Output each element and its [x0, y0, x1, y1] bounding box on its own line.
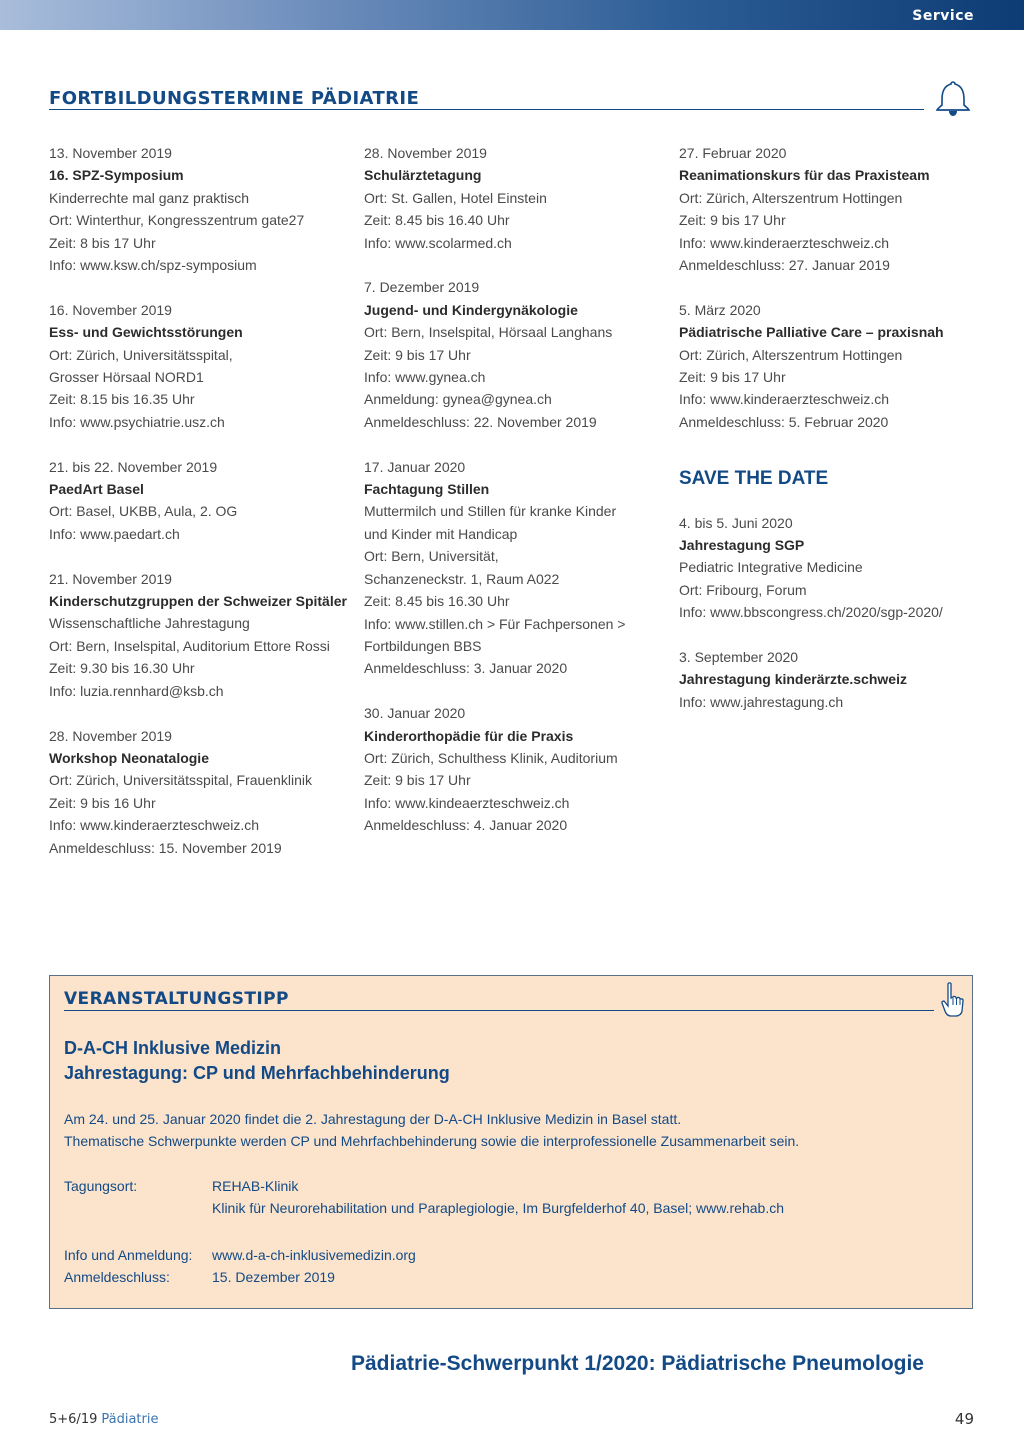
footer-issue — [49, 1412, 158, 1427]
event-entry — [679, 142, 979, 276]
event-date: 5. März 2020 — [679, 301, 761, 318]
event-detail: Anmeldeschluss: 5. Februar 2020 — [679, 413, 889, 430]
event-detail: Ort: Bern, Inselspital, Auditorium Ettore Rossi — [49, 637, 330, 654]
event-detail: Pediatric Integrative Medicine — [679, 559, 863, 576]
tip-title-line-2: Jahrestagung: CP und Mehrfachbehinderung — [64, 1063, 450, 1083]
event-date: 28. November 2019 — [364, 145, 487, 161]
event-detail: Info: www.kindeaerzteschweiz.ch — [364, 794, 570, 811]
event-date: 21. November 2019 — [49, 570, 172, 587]
event-detail: Info: www.paedart.ch — [49, 525, 180, 542]
save-the-date-heading: SAVE THE DATE — [679, 467, 829, 489]
event-title: Pädiatrische Palliative Care – praxisnah — [679, 324, 944, 341]
event-detail: Anmeldung: gynea@gynea.ch — [364, 391, 552, 408]
event-detail: Muttermilch und Stillen für kranke Kinder — [364, 503, 617, 520]
focus-topic: Pädiatrie-Schwerpunkt 1/2020: Pädiatrische Pneumologie — [350, 1352, 924, 1375]
event-entry — [364, 702, 669, 836]
event-title: Ess- und Gewichtsstörungen — [49, 324, 243, 341]
event-date: 17. Januar 2020 — [364, 458, 466, 475]
tip-title-line-1: D-A-CH Inklusive Medizin — [64, 1038, 282, 1058]
event-date: 27. Februar 2020 — [679, 145, 787, 161]
magazine-name: Pädiatrie — [101, 1412, 159, 1427]
tip-heading-rule — [64, 1010, 934, 1011]
event-date: 3. September 2020 — [679, 649, 799, 666]
event-detail: Anmeldeschluss: 27. Januar 2019 — [679, 257, 890, 274]
event-entry — [49, 725, 354, 859]
event-date: 7. Dezember 2019 — [364, 279, 480, 296]
event-detail: Anmeldeschluss: 15. November 2019 — [49, 839, 282, 856]
event-detail: Zeit: 9 bis 16 Uhr — [49, 794, 156, 811]
tip-body-line-1: Am 24. und 25. Januar 2020 findet die 2. Jahrestagung der D-A-CH Inklusive Medizin in Basel statt. — [64, 1111, 682, 1127]
deadline-label: Anmeldeschluss: — [64, 1269, 170, 1285]
event-entry — [49, 299, 354, 433]
deadline-value: 15. Dezember 2019 — [212, 1269, 335, 1285]
event-detail: Ort: Bern, Inselspital, Hörsaal Langhans — [364, 324, 613, 341]
event-detail: Zeit: 8.45 bis 16.40 Uhr — [364, 212, 510, 229]
tip-body-line-2: Thematische Schwerpunkte werden CP und Mehrfachbehinderung sowie die interprofessionelle Zusammenarbeit sein. — [64, 1133, 800, 1150]
event-detail: Info: www.scolarmed.ch — [364, 234, 512, 251]
event-detail: Info: www.gynea.ch — [364, 369, 486, 386]
page-number: 49 — [954, 1410, 974, 1428]
event-detail: Info: luzia.rennhard@ksb.ch — [49, 682, 224, 699]
event-detail: Info: www.kinderaerzteschweiz.ch — [679, 391, 890, 408]
venue-line-1: REHAB-Klinik — [212, 1178, 299, 1194]
event-entry — [364, 456, 669, 680]
event-column-1 — [49, 142, 354, 881]
event-title: Jugend- und Kindergynäkologie — [364, 301, 578, 318]
event-date: 4. bis 5. Juni 2020 — [679, 514, 793, 531]
event-detail: Info: www.ksw.ch/spz-symposium — [49, 257, 257, 274]
event-title: Workshop Neonatalogie — [49, 749, 209, 766]
event-detail: Ort: Winterthur, Kongresszentrum gate27 — [49, 212, 305, 229]
event-entry — [679, 299, 979, 433]
event-detail: Info: www.jahrestagung.ch — [679, 693, 844, 710]
event-detail: Ort: Fribourg, Forum — [679, 581, 807, 598]
tip-heading: VERANSTALTUNGSTIPP — [64, 989, 289, 1009]
event-detail: Zeit: 9 bis 17 Uhr — [364, 772, 471, 789]
event-date: 30. Januar 2020 — [364, 705, 466, 722]
top-banner — [0, 0, 1024, 30]
event-detail: Info: www.psychiatrie.usz.ch — [49, 413, 225, 430]
section-label: Service — [912, 8, 974, 24]
event-detail: Ort: Bern, Universität, — [364, 548, 499, 565]
bell-icon — [932, 79, 974, 119]
event-date: 16. November 2019 — [49, 301, 172, 318]
venue-line-2: Klinik für Neurorehabilitation und Paraplegiologie, Im Burgfelderhof 40, Basel; www.rehab.ch — [212, 1200, 784, 1217]
event-detail: Info: www.bbscongress.ch/2020/sgp-2020/ — [679, 604, 943, 621]
event-entry — [364, 276, 669, 433]
event-detail: Info: www.kinderaerzteschweiz.ch — [679, 234, 890, 251]
event-entry — [364, 142, 669, 254]
event-detail: Zeit: 9 bis 17 Uhr — [364, 346, 471, 363]
event-title: Jahrestagung kinderärzte.schweiz — [679, 671, 907, 688]
event-detail: Ort: Zürich, Universitätsspital, — [49, 346, 233, 363]
event-detail: Ort: Basel, UKBB, Aula, 2. OG — [49, 503, 238, 520]
event-detail: Fortbildungen BBS — [364, 637, 482, 654]
event-entry — [49, 568, 354, 702]
event-detail: Anmeldeschluss: 3. Januar 2020 — [364, 660, 568, 677]
heading-rule — [49, 109, 924, 110]
event-entry — [49, 456, 354, 546]
event-detail: Anmeldeschluss: 22. November 2019 — [364, 413, 597, 430]
event-detail: Zeit: 8.45 bis 16.30 Uhr — [364, 593, 510, 610]
event-title: Kinderorthopädie für die Praxis — [364, 727, 574, 744]
venue-value — [212, 1175, 784, 1220]
event-title: Reanimationskurs für das Praxisteam — [679, 167, 930, 184]
event-date: 13. November 2019 — [49, 145, 172, 161]
info-value: www.d-a-ch-inklusivemedizin.org — [212, 1247, 416, 1263]
event-column-3 — [679, 142, 979, 736]
event-detail: Info: www.kinderaerzteschweiz.ch — [49, 817, 260, 834]
event-detail: Info: www.stillen.ch > Für Fachpersonen > — [364, 615, 626, 632]
event-title: PaedArt Basel — [49, 481, 144, 498]
page-heading: FORTBILDUNGSTERMINE PÄDIATRIE — [49, 88, 420, 109]
tip-description — [64, 1108, 799, 1153]
event-entry — [679, 646, 979, 713]
event-column-2 — [364, 142, 669, 859]
issue-number: 5+6/19 — [49, 1412, 98, 1427]
event-detail: Grosser Hörsaal NORD1 — [49, 369, 204, 386]
event-title: Jahrestagung SGP — [679, 537, 805, 554]
event-detail: Ort: Zürich, Schulthess Klinik, Auditorium — [364, 749, 618, 766]
pointing-hand-icon — [939, 981, 965, 1019]
event-entry — [679, 512, 979, 624]
event-detail: Ort: St. Gallen, Hotel Einstein — [364, 189, 547, 206]
event-detail: Ort: Zürich, Universitätsspital, Frauenklinik — [49, 772, 312, 789]
event-detail: Schanzeneckstr. 1, Raum A022 — [364, 570, 560, 587]
event-detail: Kinderrechte mal ganz praktisch — [49, 189, 249, 206]
event-detail: Ort: Zürich, Alterszentrum Hottingen — [679, 189, 903, 206]
event-title: Kinderschutzgruppen der Schweizer Spitäler — [49, 593, 347, 610]
event-detail: Ort: Zürich, Alterszentrum Hottingen — [679, 346, 903, 363]
event-detail: Zeit: 8 bis 17 Uhr — [49, 234, 156, 251]
event-tip-box — [49, 975, 973, 1309]
event-detail: Zeit: 8.15 bis 16.35 Uhr — [49, 391, 195, 408]
event-title: Fachtagung Stillen — [364, 481, 490, 498]
event-date: 21. bis 22. November 2019 — [49, 458, 218, 475]
event-entry — [49, 142, 354, 276]
event-detail: und Kinder mit Handicap — [364, 525, 518, 542]
event-detail: Zeit: 9.30 bis 16.30 Uhr — [49, 660, 195, 677]
event-title: 16. SPZ-Symposium — [49, 167, 184, 184]
event-title: Schulärztetagung — [364, 167, 482, 184]
info-label: Info und Anmeldung: — [64, 1247, 193, 1263]
event-detail: Wissenschaftliche Jahrestagung — [49, 615, 250, 632]
event-date: 28. November 2019 — [49, 727, 172, 744]
venue-label: Tagungsort: — [64, 1178, 138, 1194]
event-detail: Zeit: 9 bis 17 Uhr — [679, 369, 786, 386]
event-detail: Zeit: 9 bis 17 Uhr — [679, 212, 786, 229]
event-detail: Anmeldeschluss: 4. Januar 2020 — [364, 817, 568, 834]
tip-title — [64, 1036, 450, 1086]
